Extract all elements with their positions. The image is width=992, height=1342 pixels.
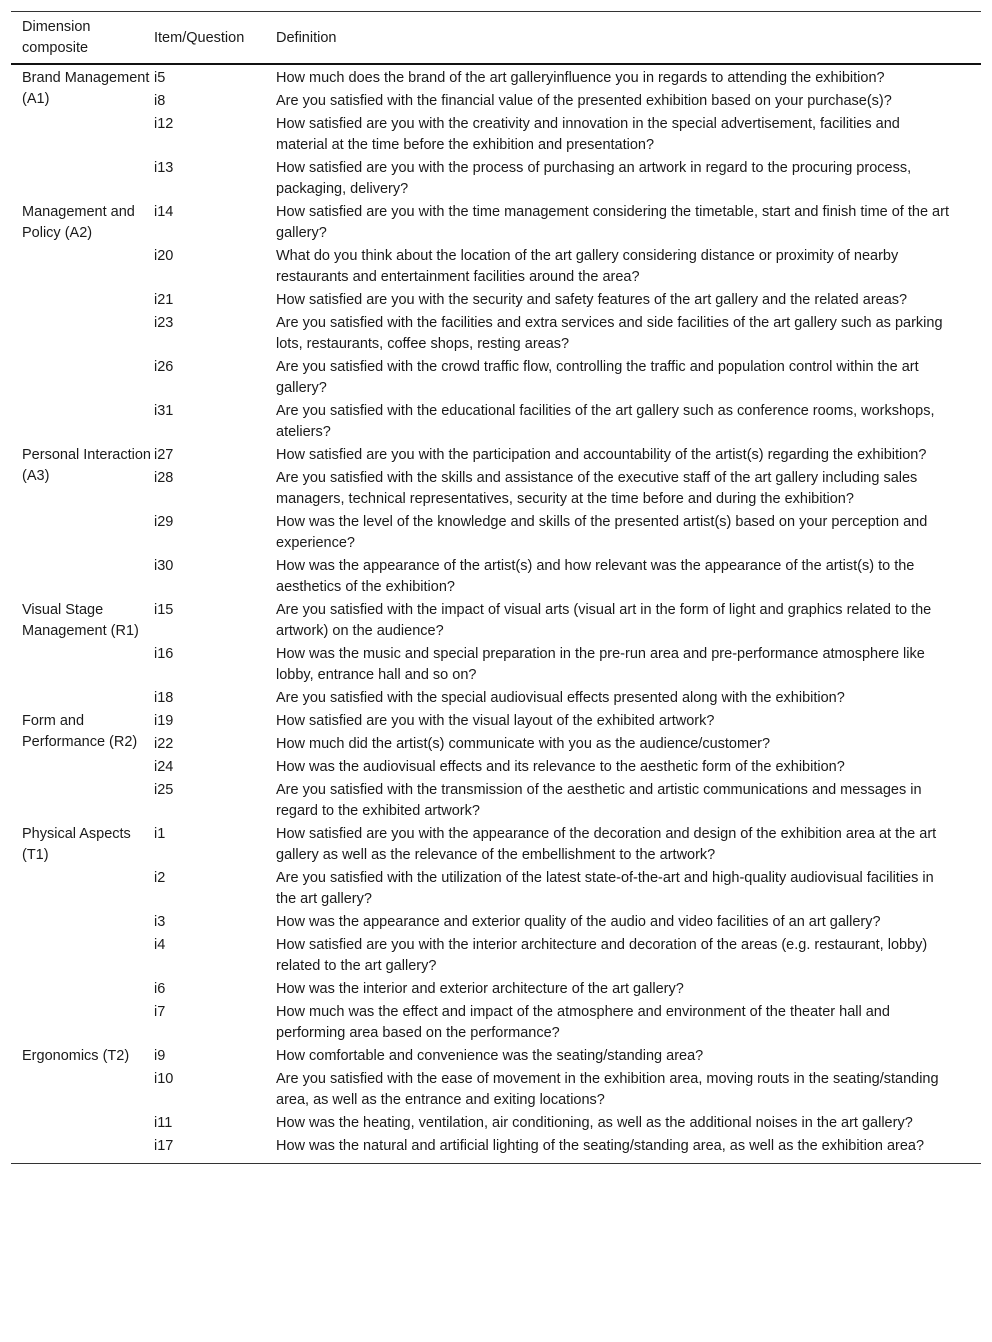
item-id-cell: i10	[154, 1071, 174, 1087]
definition-cell: Are you satisfied with the financial value of the presented exhibition based on your purchase(s)?	[276, 93, 892, 109]
table-row	[11, 978, 981, 1001]
table-row	[11, 1068, 981, 1112]
table-row	[11, 511, 981, 555]
dimension-items-table	[11, 11, 981, 1164]
dimension-cell: Management and Policy (A2)	[22, 204, 135, 241]
table-row	[11, 687, 981, 710]
definition-cell: How was the appearance of the artist(s) and how relevant was the appearance of the artist(s) to the aesthetics of the exhibition?	[276, 558, 915, 595]
table-row	[11, 911, 981, 934]
definition-cell: How satisfied are you with the participation and accountability of the artist(s) regarding the exhibition?	[276, 447, 927, 463]
definition-cell: How was the natural and artificial lighting of the seating/standing area, as well as the exhibition area?	[276, 1138, 925, 1154]
definition-cell: How satisfied are you with the visual layout of the exhibited artwork?	[276, 713, 715, 729]
definition-cell: Are you satisfied with the facilities and extra services and side facilities of the art gallery such as parking lots, restaurants, coffee shops, resting areas?	[276, 315, 943, 352]
item-id-cell: i22	[154, 736, 174, 752]
table-row	[11, 1001, 981, 1045]
definition-cell: Are you satisfied with the ease of movement in the exhibition area, moving routs in the seating/standing area, as well as the entrance and exiting locations?	[276, 1071, 939, 1108]
dimension-cell: Brand Management (A1)	[22, 70, 150, 107]
definition-cell: How was the level of the knowledge and skills of the presented artist(s) based on your perception and experience?	[276, 514, 928, 551]
definition-cell: How comfortable and convenience was the seating/standing area?	[276, 1048, 704, 1064]
item-id-cell: i25	[154, 782, 174, 798]
table-row	[11, 356, 981, 400]
item-id-cell: i26	[154, 359, 174, 375]
table-row	[11, 1045, 981, 1068]
item-id-cell: i21	[154, 292, 174, 308]
item-id-cell: i14	[154, 204, 174, 220]
item-id-cell: i23	[154, 315, 174, 331]
item-id-cell: i30	[154, 558, 174, 574]
definition-cell: Are you satisfied with the utilization of the latest state-of-the-art and high-quality audiovisual facilities in the art gallery?	[276, 870, 934, 907]
item-id-cell: i12	[154, 116, 174, 132]
item-id-cell: i5	[154, 70, 166, 86]
definition-cell: How satisfied are you with the creativity and innovation in the special advertisement, facilities and material at the time before the exhibition and presentation?	[276, 116, 900, 153]
table-row	[11, 779, 981, 823]
item-id-cell: i16	[154, 646, 174, 662]
table-row	[11, 710, 981, 733]
header-item: Item/Question	[154, 12, 276, 65]
definition-cell: How was the appearance and exterior quality of the audio and video facilities of an art gallery?	[276, 914, 881, 930]
header-definition: Definition	[276, 12, 981, 65]
table-row	[11, 113, 981, 157]
definition-cell: How was the heating, ventilation, air conditioning, as well as the additional noises in the art gallery?	[276, 1115, 913, 1131]
table-row	[11, 245, 981, 289]
item-id-cell: i2	[154, 870, 166, 886]
item-id-cell: i7	[154, 1004, 166, 1020]
dimension-cell: Visual Stage Management (R1)	[22, 602, 139, 639]
definition-cell: Are you satisfied with the crowd traffic flow, controlling the traffic and population control within the art gallery?	[276, 359, 919, 396]
table-row	[11, 90, 981, 113]
table-row	[11, 400, 981, 444]
item-id-cell: i4	[154, 937, 166, 953]
definition-cell: Are you satisfied with the educational facilities of the art gallery such as conference rooms, workshops, ateliers?	[276, 403, 935, 440]
item-id-cell: i6	[154, 981, 166, 997]
table-row	[11, 643, 981, 687]
dimension-cell: Form and Performance (R2)	[22, 713, 138, 750]
table-row	[11, 289, 981, 312]
definition-cell: Are you satisfied with the special audiovisual effects presented along with the exhibition?	[276, 690, 845, 706]
header-dimension: Dimension composite	[11, 12, 154, 65]
item-id-cell: i11	[154, 1115, 173, 1131]
item-id-cell: i29	[154, 514, 174, 530]
definition-cell: How satisfied are you with the process of purchasing an artwork in regard to the procuring process, packaging, delivery?	[276, 160, 912, 197]
table-row	[11, 823, 981, 867]
definition-cell: How much did the artist(s) communicate with you as the audience/customer?	[276, 736, 771, 752]
item-id-cell: i28	[154, 470, 174, 486]
definition-cell: How much does the brand of the art galleryinfluence you in regards to attending the exhibition?	[276, 70, 885, 86]
item-id-cell: i20	[154, 248, 174, 264]
item-id-cell: i13	[154, 160, 174, 176]
definition-cell: What do you think about the location of the art gallery considering distance or proximity of nearby restaurants and entertainment facilities around the area?	[276, 248, 899, 285]
item-id-cell: i27	[154, 447, 174, 463]
table-row	[11, 157, 981, 201]
dimension-cell: Physical Aspects (T1)	[22, 826, 131, 863]
item-id-cell: i3	[154, 914, 166, 930]
item-id-cell: i1	[154, 826, 166, 842]
table-row	[11, 1135, 981, 1164]
definition-cell: How was the audiovisual effects and its relevance to the aesthetic form of the exhibition?	[276, 759, 845, 775]
dimension-cell: Personal Interaction (A3)	[22, 447, 151, 484]
table-row	[11, 867, 981, 911]
table-row	[11, 599, 981, 643]
item-id-cell: i8	[154, 93, 166, 109]
definition-cell: Are you satisfied with the transmission of the aesthetic and artistic communications and messages in regard to the exhibited artwork?	[276, 782, 922, 819]
definition-cell: Are you satisfied with the skills and assistance of the executive staff of the art gallery including sales managers, technical representatives, security at the time before and during the exhibition?	[276, 470, 918, 507]
table-row	[11, 934, 981, 978]
table-row	[11, 201, 981, 245]
table-row	[11, 444, 981, 467]
definition-cell: How was the music and special preparation in the pre-run area and pre-performance atmosphere like lobby, entrance hall and so on?	[276, 646, 925, 683]
definition-cell: How satisfied are you with the appearance of the decoration and design of the exhibition area at the art gallery as well as the relevance of the embellishment to the artwork?	[276, 826, 937, 863]
definition-cell: How much was the effect and impact of the atmosphere and environment of the theater hall and performing area based on the performance?	[276, 1004, 890, 1041]
definition-cell: How satisfied are you with the interior architecture and decoration of the areas (e.g. restaurant, lobby) related to the art gallery?	[276, 937, 928, 974]
table-row	[11, 312, 981, 356]
definition-cell: How was the interior and exterior architecture of the art gallery?	[276, 981, 684, 997]
table-body	[11, 64, 981, 1164]
item-id-cell: i19	[154, 713, 174, 729]
item-id-cell: i9	[154, 1048, 166, 1064]
definition-cell: How satisfied are you with the time management considering the timetable, start and finish time of the art gallery?	[276, 204, 949, 241]
table-row	[11, 756, 981, 779]
table-row	[11, 555, 981, 599]
definition-cell: How satisfied are you with the security and safety features of the art gallery and the related areas?	[276, 292, 908, 308]
table-header-row	[11, 12, 981, 65]
definition-cell: Are you satisfied with the impact of visual arts (visual art in the form of light and graphics related to the artwork) on the audience?	[276, 602, 932, 639]
dimension-cell: Ergonomics (T2)	[22, 1048, 130, 1064]
item-id-cell: i17	[154, 1138, 174, 1154]
item-id-cell: i31	[154, 403, 174, 419]
table-row	[11, 733, 981, 756]
item-id-cell: i15	[154, 602, 174, 618]
item-id-cell: i24	[154, 759, 174, 775]
table-row	[11, 64, 981, 90]
item-id-cell: i18	[154, 690, 174, 706]
table-row	[11, 467, 981, 511]
table-row	[11, 1112, 981, 1135]
